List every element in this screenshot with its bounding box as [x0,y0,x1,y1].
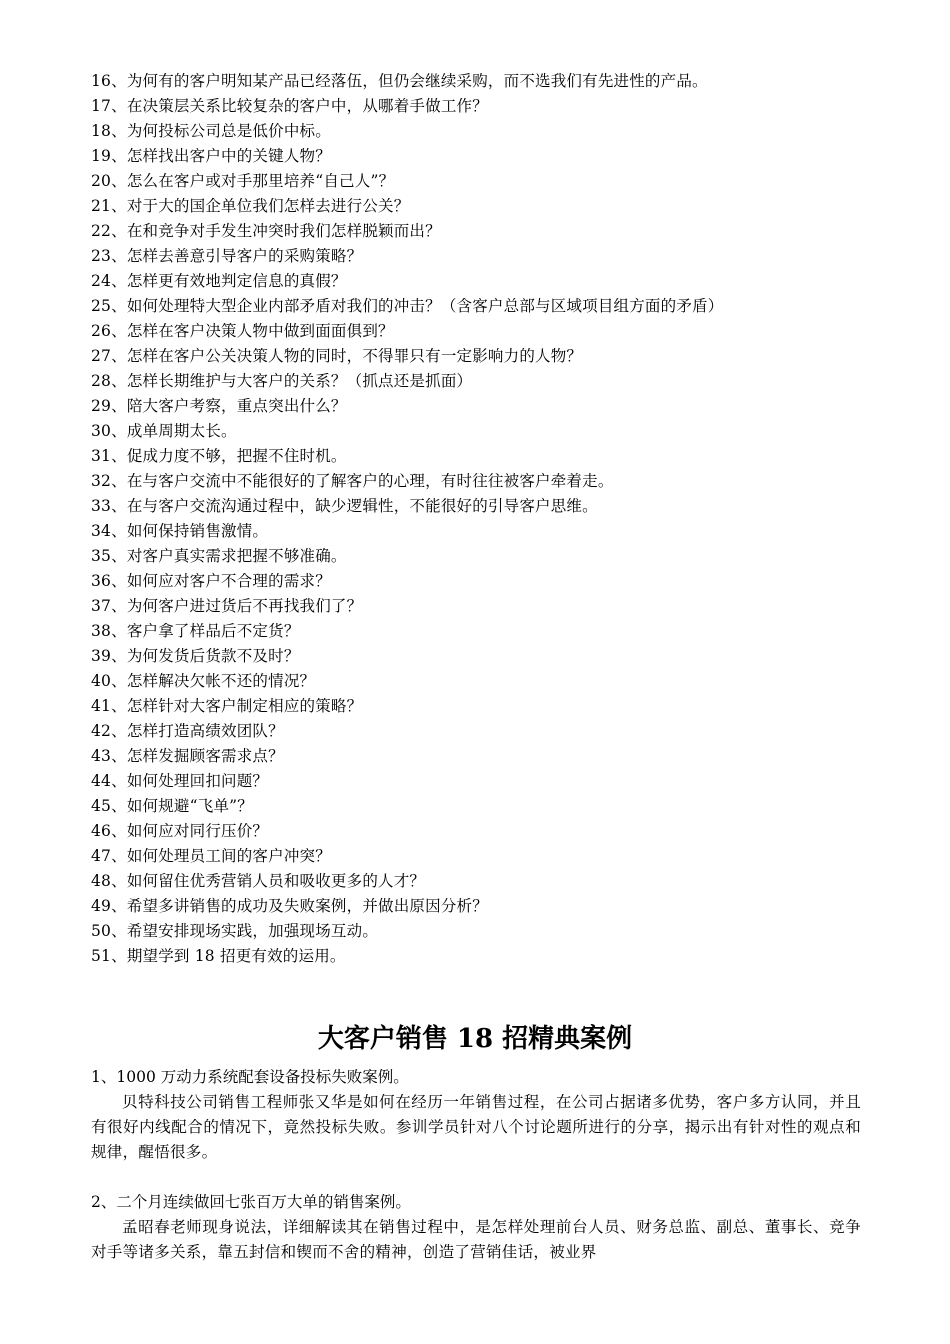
question-item: 18、为何投标公司总是低价中标。 [91,122,331,140]
question-item: 42、怎样打造高绩效团队？ [91,722,284,740]
question-item: 40、怎样解决欠帐不还的情况？ [91,672,316,690]
case-item [91,1065,861,1165]
case-body: 贝特科技公司销售工程师张又华是如何在经历一年销售过程，在公司占据诸多优势，客户多方认同，并且有很好内线配合的情况下，竟然投标失败。参训学员针对八个讨论题所进行的分享，揭示出有针对性的观点和规律，醒悟很多。 [91,1093,861,1161]
question-item: 41、怎样针对大客户制定相应的策略？ [91,697,363,715]
case-heading: 1、1000 万动力系统配套设备投标失败案例。 [91,1068,409,1086]
section-title: 大客户销售 18 招精典案例 [317,1024,633,1054]
question-item: 50、希望安排现场实践，加强现场互动。 [91,922,379,940]
question-item: 30、成单周期太长。 [91,422,237,440]
case-list [91,1065,861,1290]
question-item: 16、为何有的客户明知某产品已经落伍，但仍会继续采购，而不选我们有先进性的产品。 [91,72,708,90]
question-item: 19、怎样找出客户中的关键人物？ [91,147,331,165]
question-item: 29、陪大客户考察，重点突出什么？ [91,397,347,415]
question-item: 51、期望学到 18 招更有效的运用。 [91,947,346,965]
question-item: 46、如何应对同行压价？ [91,822,269,840]
question-item: 23、怎样去善意引导客户的采购策略？ [91,247,363,265]
question-item: 43、怎样发掘顾客需求点？ [91,747,284,765]
question-item: 48、如何留住优秀营销人员和吸收更多的人才？ [91,872,426,890]
case-heading: 2、二个月连续做回七张百万大单的销售案例。 [91,1193,411,1211]
question-item: 21、对于大的国企单位我们怎样去进行公关？ [91,197,410,215]
question-item: 17、在决策层关系比较复杂的客户中，从哪着手做工作？ [91,97,488,115]
question-item: 22、在和竞争对手发生冲突时我们怎样脱颖而出？ [91,222,441,240]
case-item [91,1190,861,1265]
question-item: 33、在与客户交流沟通过程中，缺少逻辑性，不能很好的引导客户思维。 [91,497,598,515]
question-item: 39、为何发货后货款不及时？ [91,647,300,665]
case-body: 孟昭春老师现身说法，详细解读其在销售过程中，是怎样处理前台人员、财务总监、副总、董事长、竞争对手等诸多关系，靠五封信和锲而不舍的精神，创造了营销佳话，被业界 [91,1218,861,1261]
question-item: 45、如何规避“飞单”？ [91,797,253,815]
question-item: 25、如何处理特大型企业内部矛盾对我们的冲击？（含客户总部与区域项目组方面的矛盾） [91,297,724,315]
question-item: 28、怎样长期维护与大客户的关系？（抓点还是抓面） [91,372,473,390]
question-item: 44、如何处理回扣问题？ [91,772,269,790]
question-item: 20、怎么在客户或对手那里培养“自己人”？ [91,172,395,190]
question-item: 35、对客户真实需求把握不够准确。 [91,547,347,565]
question-item: 36、如何应对客户不合理的需求？ [91,572,331,590]
question-item: 34、如何保持销售激情。 [91,522,269,540]
question-item: 27、怎样在客户公关决策人物的同时，不得罪只有一定影响力的人物？ [91,347,583,365]
question-item: 38、客户拿了样品后不定货？ [91,622,300,640]
question-item: 26、怎样在客户决策人物中做到面面俱到？ [91,322,394,340]
question-item: 47、如何处理员工间的客户冲突？ [91,847,331,865]
question-list [91,69,891,969]
question-item: 32、在与客户交流中不能很好的了解客户的心理，有时往往被客户牵着走。 [91,472,614,490]
question-item: 24、怎样更有效地判定信息的真假？ [91,272,347,290]
question-item: 49、希望多讲销售的成功及失败案例，并做出原因分析？ [91,897,488,915]
question-item: 31、促成力度不够，把握不住时机。 [91,447,347,465]
question-item: 37、为何客户进过货后不再找我们了？ [91,597,363,615]
